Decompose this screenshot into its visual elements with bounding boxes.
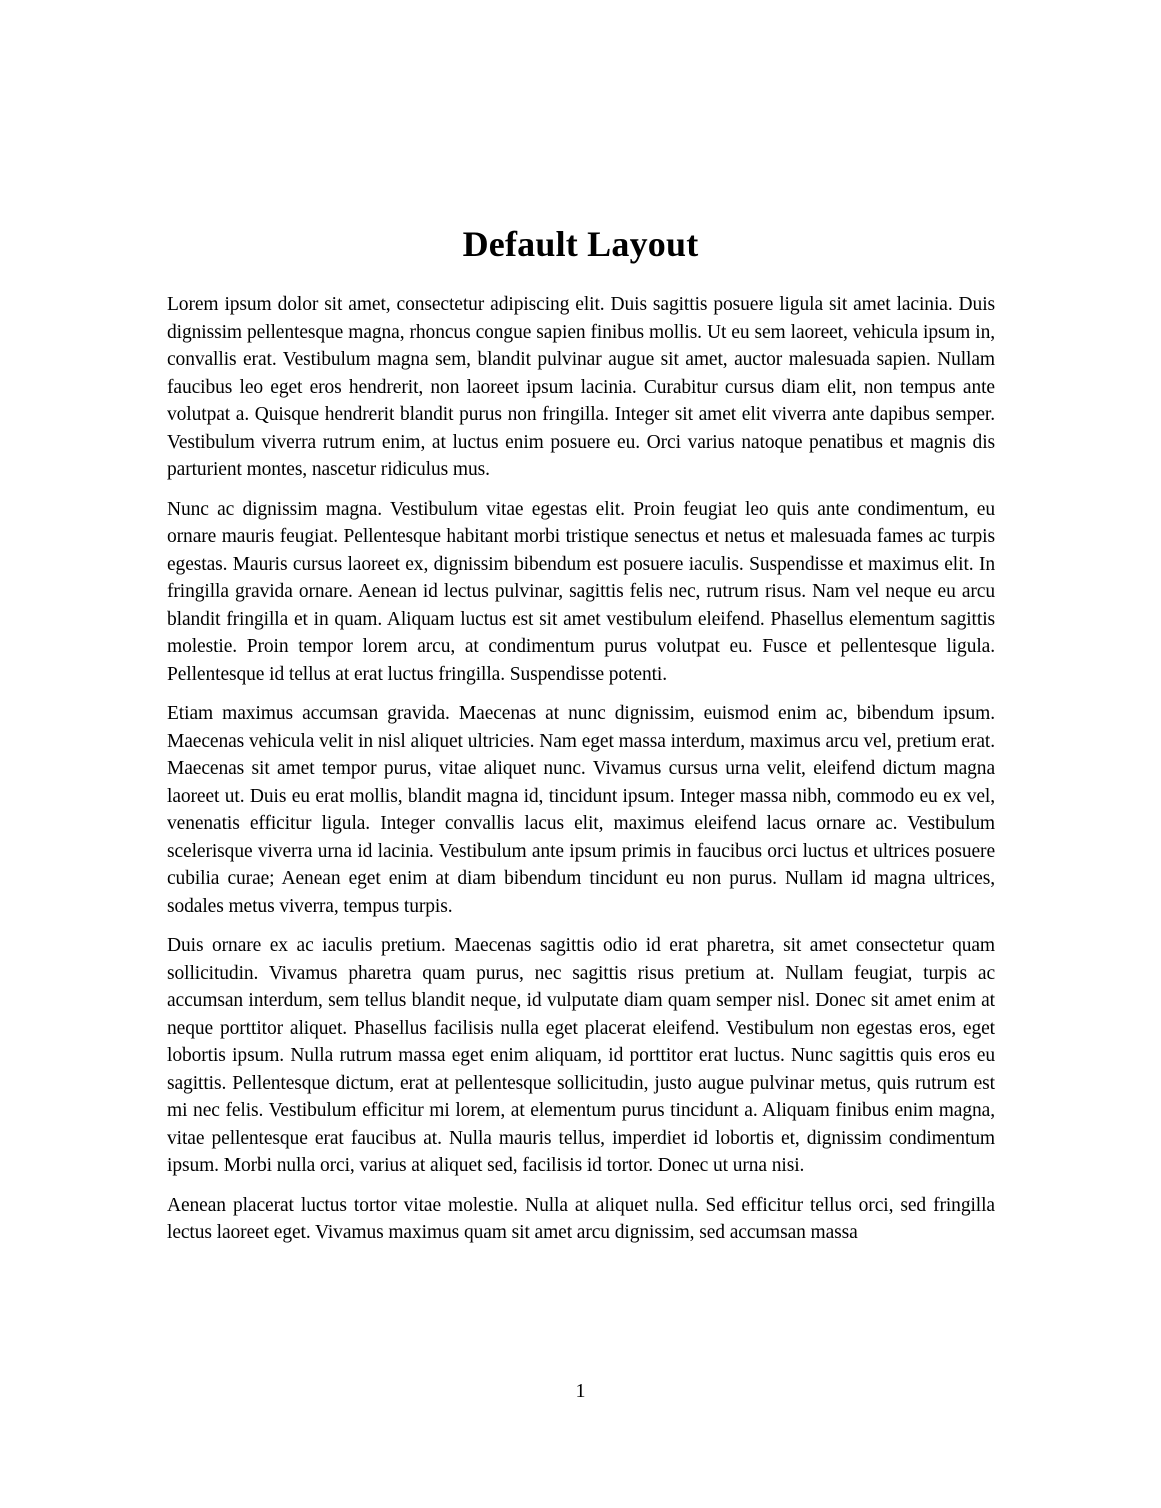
paragraph: Etiam maximus accumsan gravida. Maecenas at nunc dignissim, euismod enim ac, bibendum ipsum. Maecenas vehicula velit in nisl aliquet ultricies. Nam eget massa interdum, maximus arcu vel, pretium erat. Maecenas sit amet tempor purus, vitae aliquet nunc. Vivamus cursus urna velit, eleifend dictum magna laoreet ut. Duis eu erat mollis, blandit magna id, tincidunt ipsum. Integer massa nibh, commodo eu ex vel, venenatis efficitur ligula. Integer convallis lacus elit, maximus eleifend lacus ornare ac. Vestibulum scelerisque viverra urna id lacinia. Vestibulum ante ipsum primis in faucibus orci luctus et ultrices posuere cubilia curae; Aenean eget enim at diam bibendum tincidunt eu non purus. Nullam id magna ultrices, sodales metus viverra, tempus turpis. — [167, 703, 995, 917]
page-number: 1 — [575, 1380, 586, 1402]
document-title: Default Layout — [462, 224, 699, 265]
document-body — [167, 291, 995, 1247]
paragraph: Nunc ac dignissim magna. Vestibulum vitae egestas elit. Proin feugiat leo quis ante condimentum, eu ornare mauris feugiat. Pellentesque habitant morbi tristique senectus et netus et malesuada fames ac turpis egestas. Mauris cursus laoreet ex, dignissim bibendum est posuere iaculis. Suspendisse et maximus elit. In fringilla gravida ornare. Aenean id lectus pulvinar, sagittis felis nec, rutrum risus. Nam vel neque eu arcu blandit fringilla et in quam. Aliquam luctus est sit amet vestibulum eleifend. Phasellus elementum sagittis molestie. Proin tempor lorem arcu, at condimentum purus volutpat eu. Fusce et pellentesque ligula. Pellentesque id tellus at erat luctus fringilla. Suspendisse potenti. — [167, 498, 995, 685]
paragraph: Duis ornare ex ac iaculis pretium. Maecenas sagittis odio id erat pharetra, sit amet consectetur quam sollicitudin. Vivamus pharetra quam purus, nec sagittis risus pretium at. Nullam feugiat, turpis ac accumsan interdum, sem tellus blandit neque, id vulputate diam quam semper nisl. Donec sit amet enim at neque porttitor aliquet. Phasellus facilisis nulla eget placerat eleifend. Vestibulum non egestas eros, eget lobortis ipsum. Nulla rutrum massa eget enim aliquam, id porttitor erat luctus. Nunc sagittis quis eros eu sagittis. Pellentesque dictum, erat at pellentesque sollicitudin, justo augue pulvinar metus, quis rutrum est mi nec felis. Vestibulum efficitur mi lorem, at elementum purus tincidunt a. Aliquam finibus enim magna, vitae pellentesque erat faucibus at. Nulla mauris tellus, imperdiet id lobortis et, dignissim condimentum ipsum. Morbi nulla orci, varius at aliquet sed, facilisis id tortor. Donec ut urna nisi. — [167, 935, 995, 1176]
paragraph: Aenean placerat luctus tortor vitae molestie. Nulla at aliquet nulla. Sed efficitur tellus orci, sed fringilla lectus laoreet eget. Vivamus maximus quam sit amet arcu dignissim, sed accumsan massa — [167, 1194, 995, 1243]
paragraph: Lorem ipsum dolor sit amet, consectetur adipiscing elit. Duis sagittis posuere ligula sit amet lacinia. Duis dignissim pellentesque magna, rhoncus congue sapien finibus mollis. Ut eu sem laoreet, vehicula ipsum in, convallis erat. Vestibulum magna sem, blandit pulvinar augue sit amet, auctor malesuada sapien. Nullam faucibus leo eget eros hendrerit, non laoreet ipsum lacinia. Curabitur cursus diam elit, non tempus ante volutpat a. Quisque hendrerit blandit purus non fringilla. Integer sit amet elit viverra ante dapibus semper. Vestibulum viverra rutrum enim, at luctus enim posuere eu. Orci varius natoque penatibus et magnis dis parturient montes, nascetur ridiculus mus. — [167, 294, 995, 480]
